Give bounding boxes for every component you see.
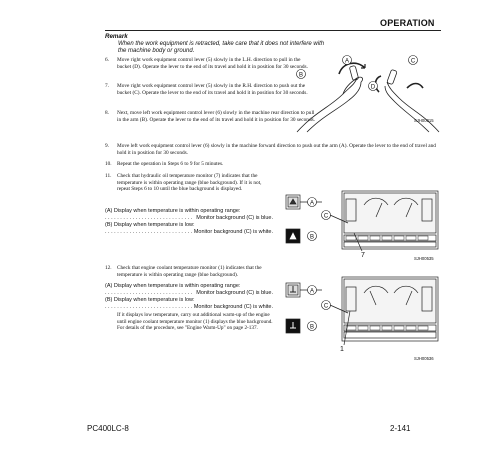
step-number: 11. [105,173,112,179]
step-number: 12. [105,265,112,271]
display-b-label: (B) Display when temperature is low: [105,222,195,228]
fig1-label-d: D [370,84,376,91]
display-b-result-line: . . . . . . . . . . . . . . . . . . . . . . . . . . . . . Monitor background (C) is white. [105,229,273,235]
header-rule [105,30,441,31]
step-text: Move right work equipment control lever (5) slowly in the L.H. direction to pull in the bucket (D). Operate the lever to the end of its travel and hold it in position for 30 seconds. [117,57,308,70]
remark-text: When the work equipment is retracted, take care that it does not interfere with the machine body or ground. [118,41,325,55]
footer-page-number: 2-141 [390,424,411,433]
fig1-label-b: B [298,72,304,79]
step-number: 10. [105,161,112,167]
fig2-label-b: B [309,234,315,241]
figure-hydraulic-monitor [282,189,442,259]
footer-model: PC400LC-8 [87,424,129,433]
display-list-11 [105,208,273,236]
fig3-label-c: C [323,303,329,310]
step-10 [105,161,441,168]
figure-coolant-monitor [282,275,442,353]
step-text: Check that engine coolant temperature monitor (1) indicates that the temperature is within operating range (blue background). [117,265,262,278]
note-text: If it displays low temperature, carry out additional warm-up of the engine until engine coolant temperature monitor (1) displays the blue background. For details of the procedure, see "Engine Warm-Up" on page 2-137. [117,312,273,331]
display-a-label: (A) Display when temperature is within operating range: [105,283,241,289]
display-12-note [105,312,275,332]
display-b-result: Monitor background (C) is white. [193,304,273,310]
section-title: OPERATION [380,18,435,28]
remark-title: Remark [105,33,128,40]
display-a-result-line: . . . . . . . . . . . . . . . . . . . . . . . . . . . . . Monitor background (C) is blue. [105,215,273,221]
display-b-result: Monitor background (C) is white. [193,229,273,235]
step-6 [105,57,315,70]
step-text: Check that hydraulic oil temperature monitor (7) indicates that the temperature is within operating range (blue background). If it is not, repeat Steps 6 to 10 until the blue background is displayed. [117,173,262,192]
step-11 [105,173,275,193]
display-a-label: (A) Display when temperature is within operating range: [105,208,241,214]
fig1-label-a: A [344,58,350,65]
fig3-label-b: B [309,324,315,331]
step-8 [105,110,315,123]
step-number: 6. [105,57,109,63]
display-a-result-line: . . . . . . . . . . . . . . . . . . . . . . . . . . . . . Monitor background (C) is blue. [105,290,273,296]
display-b-label: (B) Display when temperature is low: [105,297,195,303]
step-7 [105,83,315,96]
step-number: 7. [105,83,109,89]
step-text: Move right work equipment control lever (5) slowly in the R.H. direction to push out the bucket (C). Operate the lever to the end of its travel and hold it in position for 30 seconds. [117,83,308,96]
display-a-result: Monitor background (C) is blue. [196,215,273,221]
step-number: 9. [105,143,109,149]
figure-code: SJH00535 [414,256,434,261]
fig2-label-a: A [309,200,315,207]
step-text: Move left work equipment control lever (6) slowly in the machine forward direction to push out the arm (A). Operate the lever to the end of travel and hold it in position for 30 seconds. [117,143,436,156]
figure-code: SJH00015 [414,118,434,123]
step-9 [105,143,441,156]
fig1-label-c: C [410,58,416,65]
step-number: 8. [105,110,109,116]
step-12 [105,265,275,278]
display-a-result: Monitor background (C) is blue. [196,290,273,296]
fig3-callout: 1 [340,346,344,353]
display-list-12 [105,283,273,311]
display-b-result-line: . . . . . . . . . . . . . . . . . . . . . . . . . . . . . Monitor background (C) is white. [105,304,273,310]
step-text: Next, move left work equipment control lever (6) slowly in the machine rear direction to pull in the arm (B). Operate the lever to the end of its travel and hold it in position for 30 seconds. [117,110,315,123]
step-text: Repeat the operation in Steps 6 to 9 for 5 minutes. [117,161,224,167]
fig3-label-a: A [309,288,315,295]
figure-code: SJH00536 [414,356,434,361]
fig2-callout: 7 [361,252,365,259]
fig2-label-c: C [323,213,329,220]
